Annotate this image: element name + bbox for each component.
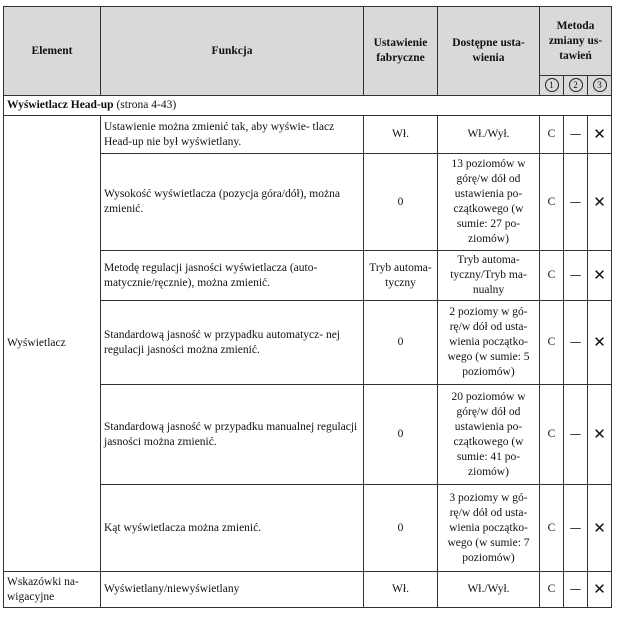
row-4-method-1: C (540, 301, 564, 385)
circled-number-3: 3 (593, 78, 607, 92)
row-5-fabryczne: 0 (364, 385, 438, 485)
row-6-dostepne: 3 poziomy w gó- rę/w dół od usta- wienia początko- wego (w sumie: 7 poziomów) (438, 485, 540, 572)
settings-table-wrapper (3, 6, 612, 608)
row-6-fabryczne: 0 (364, 485, 438, 572)
header-method-2 (564, 76, 588, 96)
row-4-funkcja: Standardową jasność w przypadku automatycz- nej regulacji jasności można zmienić. (101, 301, 364, 385)
row-5-method-3: ✕ (588, 385, 612, 485)
table-row (4, 572, 612, 608)
row-7-method-3: ✕ (588, 572, 612, 608)
row-3-funkcja: Metodę regulacji jasności wyświetlacza (auto- matycznie/ręcznie), można zmienić. (101, 251, 364, 301)
row-6-method-2: — (564, 485, 588, 572)
row-2-method-2: — (564, 154, 588, 251)
row-5-method-2: — (564, 385, 588, 485)
row-1-funkcja: Ustawienie można zmienić tak, aby wyświe- tlacz Head-up nie był wyświetlany. (101, 116, 364, 154)
section-row (4, 96, 612, 116)
group-label-wskazowki: Wskazówki na- wigacyjne (4, 572, 101, 608)
row-3-method-2: — (564, 251, 588, 301)
row-4-method-3: ✕ (588, 301, 612, 385)
header-ustawienie-fabryczne: Ustawienie fabryczne (364, 7, 438, 96)
row-3-method-1: C (540, 251, 564, 301)
row-3-fabryczne: Tryb automa- tyczny (364, 251, 438, 301)
row-1-method-1: C (540, 116, 564, 154)
table-row (4, 116, 612, 154)
row-3-dostepne: Tryb automa- tyczny/Tryb ma- nualny (438, 251, 540, 301)
header-row (4, 7, 612, 76)
row-4-dostepne: 2 poziomy w gó- rę/w dół od usta- wienia początko- wego (w sumie: 5 poziomów) (438, 301, 540, 385)
circled-number-1: 1 (545, 78, 559, 92)
row-1-method-3: ✕ (588, 116, 612, 154)
row-4-fabryczne: 0 (364, 301, 438, 385)
row-7-fabryczne: Wł. (364, 572, 438, 608)
group-label-wyswietlacz: Wyświetlacz (4, 116, 101, 572)
row-4-method-2: — (564, 301, 588, 385)
row-2-method-1: C (540, 154, 564, 251)
row-1-dostepne: Wł./Wył. (438, 116, 540, 154)
section-title: Wyświetlacz Head-up (7, 99, 114, 111)
row-2-funkcja: Wysokość wyświetlacza (pozycja góra/dół), można zmienić. (101, 154, 364, 251)
row-5-dostepne: 20 poziomów w górę/w dół od ustawienia po- czątkowego (w sumie: 41 po- ziomów) (438, 385, 540, 485)
header-method-3 (588, 76, 612, 96)
row-7-method-2: — (564, 572, 588, 608)
row-6-method-1: C (540, 485, 564, 572)
header-metoda: Metoda zmiany us- tawień (540, 7, 612, 76)
header-funkcja: Funkcja (101, 7, 364, 96)
row-2-dostepne: 13 poziomów w górę/w dół od ustawienia po- czątkowego (w sumie: 27 po- ziomów) (438, 154, 540, 251)
section-header (4, 96, 612, 116)
row-6-funkcja: Kąt wyświetlacza można zmienić. (101, 485, 364, 572)
row-2-fabryczne: 0 (364, 154, 438, 251)
circled-number-2: 2 (569, 78, 583, 92)
row-7-funkcja: Wyświetlany/niewyświetlany (101, 572, 364, 608)
row-5-funkcja: Standardową jasność w przypadku manualnej regulacji jasności można zmienić. (101, 385, 364, 485)
row-7-method-1: C (540, 572, 564, 608)
header-dostepne-ustawienia: Dostępne usta- wienia (438, 7, 540, 96)
settings-table (3, 6, 612, 608)
header-method-1 (540, 76, 564, 96)
section-page-ref: (strona 4-43) (116, 99, 177, 111)
header-element: Element (4, 7, 101, 96)
row-2-method-3: ✕ (588, 154, 612, 251)
row-6-method-3: ✕ (588, 485, 612, 572)
row-1-method-2: — (564, 116, 588, 154)
row-1-fabryczne: Wł. (364, 116, 438, 154)
row-3-method-3: ✕ (588, 251, 612, 301)
row-7-dostepne: Wł./Wył. (438, 572, 540, 608)
row-5-method-1: C (540, 385, 564, 485)
